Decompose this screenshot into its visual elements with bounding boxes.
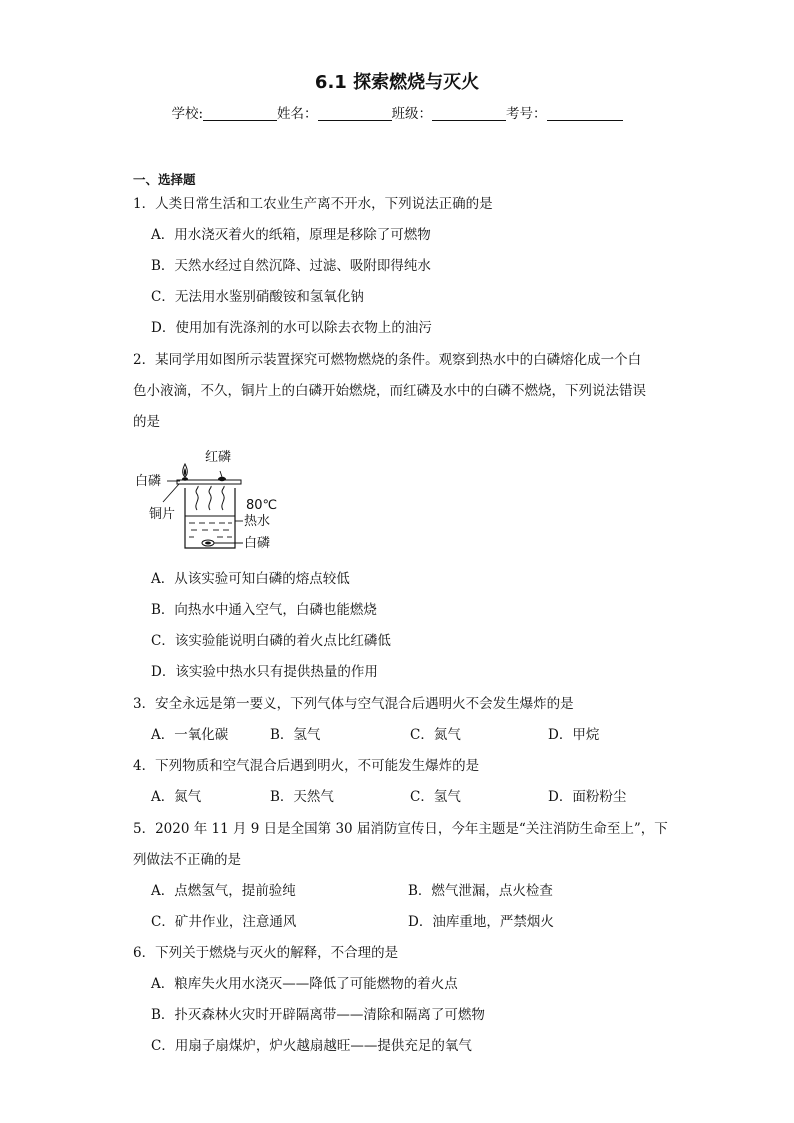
question-1-option-c: C．无法用水鉴别硝酸铵和氢氧化钠 xyxy=(151,289,364,305)
question-3-option-c: C．氮气 xyxy=(410,727,461,743)
question-6-stem: 6．下列关于燃烧与灭火的解释，不合理的是 xyxy=(133,945,399,961)
page-title: 6.1 探索燃烧与灭火 xyxy=(314,72,480,93)
question-2-option-b: B．向热水中通入空气，白磷也能燃烧 xyxy=(151,602,377,618)
label-white-phosphorus-top: 白磷 xyxy=(135,474,162,489)
class-label: 班级： xyxy=(391,106,433,122)
question-5-option-b: B．燃气泄漏，点火检查 xyxy=(408,883,553,899)
class-blank[interactable] xyxy=(432,106,506,121)
section-title: 一、选择题 xyxy=(133,172,196,187)
name-label: 姓名： xyxy=(277,106,318,122)
question-6-option-a: A．粮库失火用水浇灭——降低了可能燃物的着火点 xyxy=(151,976,458,992)
question-5-option-c: C．矿井作业，注意通风 xyxy=(151,914,297,930)
question-5-stem-line-1: 5．2020 年 11 月 9 日是全国第 30 届消防宣传日，今年主题是“关注消防生命至上”，下 xyxy=(133,821,668,837)
question-2-option-c: C．该实验能说明白磷的着火点比红磷低 xyxy=(151,633,391,649)
question-4-option-c: C．氢气 xyxy=(410,789,461,805)
question-5-stem-line-2: 列做法不正确的是 xyxy=(133,852,241,868)
student-info-line xyxy=(0,102,794,122)
question-3-stem: 3．安全永远是第一要义，下列气体与空气混合后遇明火不会发生爆炸的是 xyxy=(133,696,574,712)
label-red-phosphorus: 红磷 xyxy=(205,450,232,465)
copper-sheet xyxy=(177,480,241,484)
water-dashes xyxy=(189,523,232,537)
question-1-stem: 1．人类日常生活和工农业生产离不开水，下列说法正确的是 xyxy=(133,196,493,212)
school-blank[interactable] xyxy=(203,106,277,121)
label-hot-water: 热水 xyxy=(244,514,271,529)
red-phosphorus xyxy=(218,477,226,481)
question-3-option-b: B．氢气 xyxy=(270,727,321,743)
question-4-stem: 4．下列物质和空气混合后遇到明火，不可能发生爆炸的是 xyxy=(133,758,480,774)
question-5-option-d: D．油库重地，严禁烟火 xyxy=(408,914,554,930)
steam-wisps xyxy=(196,486,224,510)
question-1-option-b: B．天然水经过自然沉降、过滤、吸附即得纯水 xyxy=(151,258,431,274)
question-4-option-b: B．天然气 xyxy=(270,789,334,805)
label-white-phosphorus-bottom: 白磷 xyxy=(244,536,271,551)
question-2-stem-line-3: 的是 xyxy=(133,414,160,430)
beaker-outline xyxy=(185,488,235,548)
question-3-option-d: D．甲烷 xyxy=(548,727,600,743)
combustion-experiment-diagram xyxy=(133,442,283,554)
question-2-stem-line-1: 2．某同学用如图所示装置探究可燃物燃烧的条件。观察到热水中的白磷熔化成一个白 xyxy=(133,352,642,368)
label-copper-sheet: 铜片 xyxy=(149,507,176,522)
question-4-option-d: D．面粉粉尘 xyxy=(548,789,627,805)
question-2-option-d: D．该实验中热水只有提供热量的作用 xyxy=(151,664,378,680)
question-4-option-a: A．氮气 xyxy=(151,789,202,805)
question-1-option-d: D．使用加有洗涤剂的水可以除去衣物上的油污 xyxy=(151,320,432,336)
exam-no-blank[interactable] xyxy=(547,106,623,121)
label-temperature: 80℃ xyxy=(246,498,278,513)
question-5-option-a: A．点燃氢气，提前验纯 xyxy=(151,883,296,899)
question-2-option-a: A．从该实验可知白磷的熔点较低 xyxy=(151,571,350,587)
name-blank[interactable] xyxy=(318,106,392,121)
school-label: 学校: xyxy=(171,106,204,122)
white-phosphorus-top xyxy=(182,477,188,481)
question-3-option-a: A．一氧化碳 xyxy=(151,727,229,743)
question-2-stem-line-2: 色小液滴，不久，铜片上的白磷开始燃烧，而红磷及水中的白磷不燃烧，下列说法错误 xyxy=(133,383,646,399)
question-6-option-c: C．用扇子扇煤炉，炉火越扇越旺——提供充足的氧气 xyxy=(151,1038,472,1054)
question-6-option-b: B．扑灭森林火灾时开辟隔离带——清除和隔离了可燃物 xyxy=(151,1007,485,1023)
exam-no-label: 考号： xyxy=(506,106,547,122)
question-1-option-a: A．用水浇灭着火的纸箱，原理是移除了可燃物 xyxy=(151,227,431,243)
